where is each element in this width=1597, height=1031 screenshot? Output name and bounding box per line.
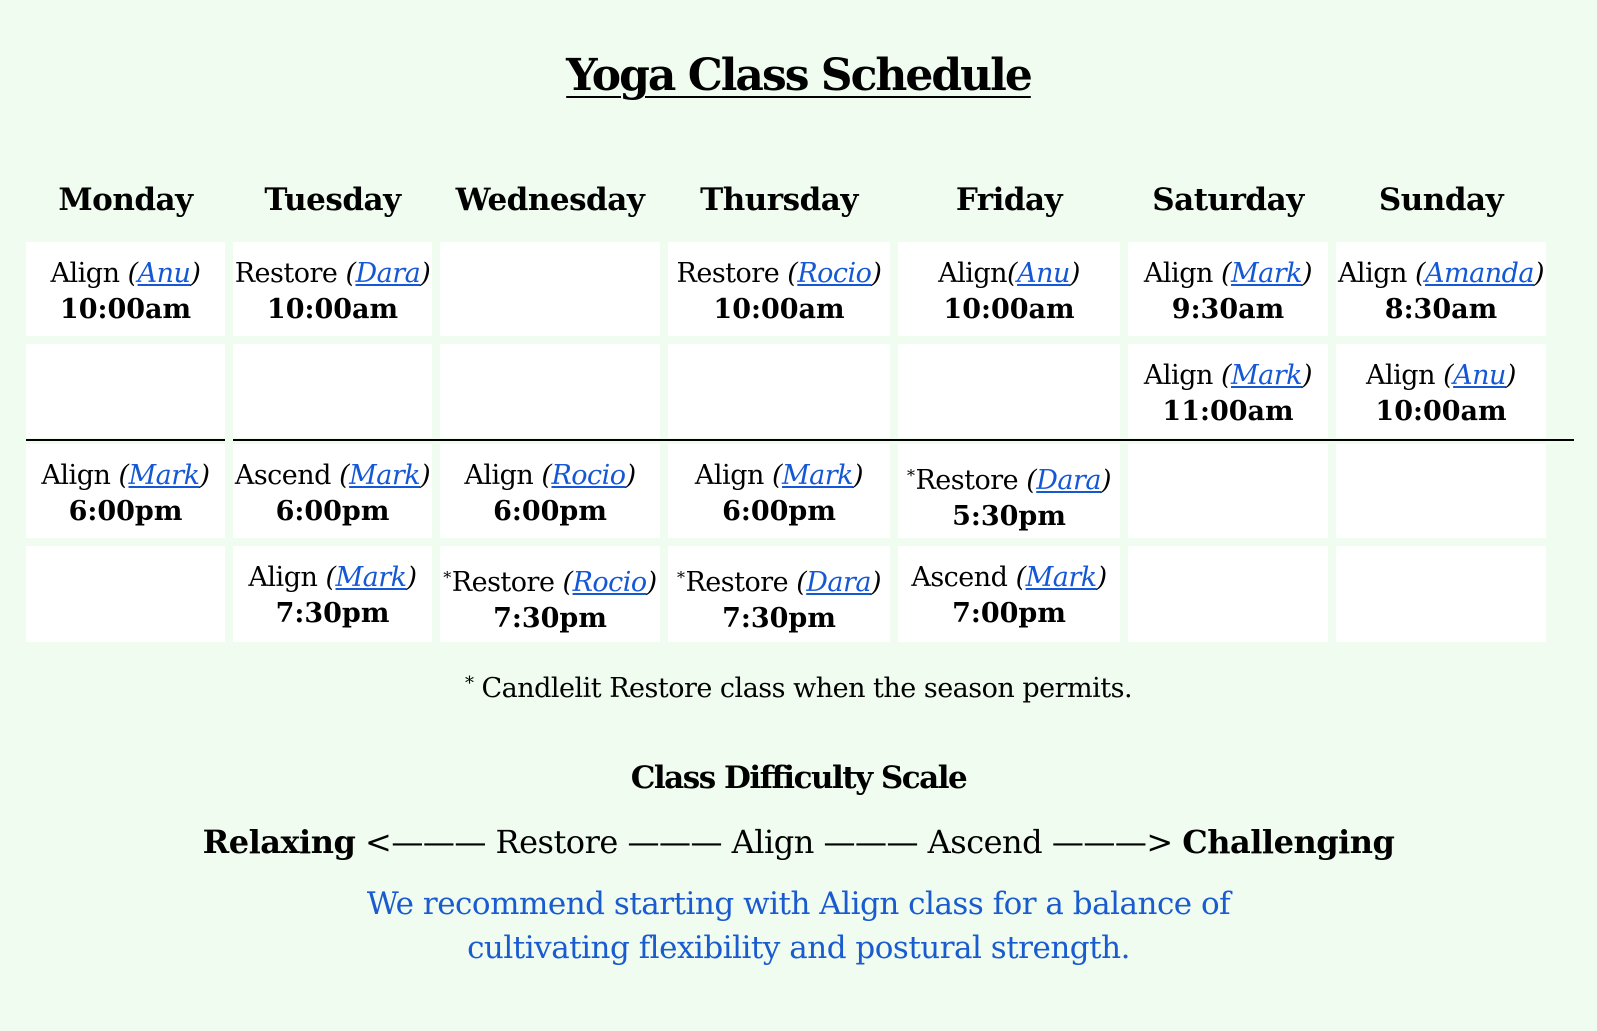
instructor: (Mark): [771, 460, 864, 491]
instructor: (Rocio): [787, 258, 882, 289]
schedule-cell: [1128, 444, 1328, 538]
class-name: Align: [50, 258, 120, 289]
instructor: (Anu): [1007, 258, 1080, 289]
scale-left-label: Relaxing: [202, 823, 356, 861]
class-name: Restore: [451, 567, 555, 598]
day-header-monday: Monday: [58, 182, 193, 218]
schedule-cell: [440, 546, 660, 642]
class-time: 10:00am: [266, 294, 399, 325]
class-line: [1128, 256, 1328, 292]
class-time: 7:30pm: [722, 603, 836, 634]
schedule-cell: [26, 242, 225, 336]
instructor-link[interactable]: Mark: [349, 460, 421, 491]
instructor: (Dara): [345, 258, 431, 289]
day-header-sunday: Sunday: [1378, 182, 1504, 218]
instructor-link[interactable]: Dara: [806, 567, 871, 598]
footnote-star: *: [464, 673, 474, 694]
recommendation-line-1: We recommend starting with Align class for a balance of: [366, 886, 1231, 922]
class-line: [26, 458, 225, 494]
schedule-cell: [440, 242, 660, 336]
class-name: Ascend: [911, 562, 1008, 593]
schedule-cell: [233, 344, 432, 438]
schedule-cell: [26, 546, 225, 642]
schedule-cell: [233, 242, 432, 336]
class-line: [233, 560, 432, 596]
class-line: [233, 256, 432, 292]
footnote-text: Candlelit Restore class when the season permits.: [481, 673, 1133, 704]
instructor: (Anu): [127, 258, 201, 289]
instructor: (Mark): [1220, 258, 1313, 289]
class-name: Align: [1366, 360, 1435, 391]
schedule-cell: [1336, 546, 1546, 642]
schedule-cell: [26, 444, 225, 538]
class-name: Align: [1337, 258, 1407, 289]
class-time: 6:00pm: [722, 496, 836, 527]
schedule-cell: [440, 444, 660, 538]
class-name: Align: [41, 460, 111, 491]
class-line: [898, 560, 1120, 596]
instructor-link[interactable]: Mark: [335, 562, 407, 593]
schedule-cell: [668, 546, 890, 642]
difficulty-scale-title: Class Difficulty Scale: [630, 760, 967, 796]
instructor: (Dara): [1026, 465, 1112, 496]
class-time: 7:30pm: [493, 603, 607, 634]
class-name: Align: [1143, 360, 1213, 391]
class-line: [668, 560, 890, 601]
schedule-cell: [898, 344, 1120, 438]
footnote: [0, 666, 1597, 707]
schedule-cell: [668, 344, 890, 438]
schedule-cell: [668, 444, 890, 538]
schedule-cell: [898, 546, 1120, 642]
instructor-link[interactable]: Mark: [128, 460, 200, 491]
class-name: Restore: [915, 465, 1019, 496]
class-line: [668, 458, 890, 494]
class-name: Align: [464, 460, 534, 491]
instructor-link[interactable]: Mark: [1025, 562, 1097, 593]
class-line: [440, 560, 660, 601]
class-name: Align: [1143, 258, 1213, 289]
day-header-thursday: Thursday: [700, 182, 858, 218]
class-time: 10:00am: [1375, 396, 1507, 427]
scale-middle: <——— Restore ——— Align ——— Ascend ———>: [365, 823, 1173, 861]
difficulty-scale: [0, 820, 1597, 864]
schedule-cell: [233, 444, 432, 538]
class-line: [233, 458, 432, 494]
am-pm-divider: [26, 439, 225, 441]
instructor-link[interactable]: Rocio: [572, 567, 647, 598]
recommendation-line-2: cultivating flexibility and postural strength.: [467, 930, 1130, 966]
instructor-link[interactable]: Anu: [137, 258, 191, 289]
instructor: (Anu): [1443, 360, 1516, 391]
day-header-saturday: Saturday: [1152, 182, 1304, 218]
instructor: (Rocio): [541, 460, 636, 491]
class-name: Align: [694, 460, 764, 491]
instructor-link[interactable]: Dara: [1036, 465, 1101, 496]
class-name: Align: [248, 562, 318, 593]
instructor: (Amanda): [1414, 258, 1545, 289]
instructor-link[interactable]: Mark: [1231, 360, 1303, 391]
class-time: 7:30pm: [275, 598, 390, 629]
class-line: [898, 256, 1120, 292]
schedule-cell: [233, 546, 432, 642]
recommendation: [0, 882, 1597, 970]
instructor: (Mark): [1015, 562, 1107, 593]
class-line: [1336, 358, 1546, 394]
am-pm-divider: [233, 439, 1574, 441]
class-name: Restore: [234, 258, 338, 289]
class-name: Restore: [685, 567, 789, 598]
class-line: [1336, 256, 1546, 292]
instructor-link[interactable]: Rocio: [551, 460, 626, 491]
schedule-cell: [1128, 344, 1328, 438]
schedule-cell: [1336, 344, 1546, 438]
instructor-link[interactable]: Amanda: [1425, 258, 1534, 289]
schedule-cell: [1336, 444, 1546, 538]
schedule-cell: [1336, 242, 1546, 336]
class-time: 5:30pm: [952, 501, 1066, 532]
instructor: (Mark): [325, 562, 417, 593]
instructor-link[interactable]: Anu: [1017, 258, 1070, 289]
instructor: (Mark): [339, 460, 431, 491]
instructor-link[interactable]: Mark: [782, 460, 854, 491]
schedule-cell: [668, 242, 890, 336]
instructor-link[interactable]: Dara: [355, 258, 421, 289]
instructor-link[interactable]: Mark: [1231, 258, 1303, 289]
instructor: (Dara): [796, 567, 882, 598]
class-time: 11:00am: [1162, 396, 1294, 427]
schedule-cell: [898, 242, 1120, 336]
class-time: 10:00am: [943, 294, 1075, 325]
class-time: 6:00pm: [493, 496, 607, 527]
class-name: Align: [938, 258, 1008, 289]
instructor: (Mark): [118, 460, 210, 491]
class-line: [1128, 358, 1328, 394]
day-header-tuesday: Tuesday: [264, 182, 401, 218]
class-time: 8:30am: [1384, 294, 1498, 325]
class-name: Ascend: [234, 460, 331, 491]
day-header-friday: Friday: [955, 182, 1063, 218]
schedule-cell: [440, 344, 660, 438]
class-time: 7:00pm: [952, 598, 1066, 629]
candlelit-star: *: [906, 466, 915, 485]
class-time: 10:00am: [59, 294, 192, 325]
class-line: [898, 458, 1120, 499]
class-line: [668, 256, 890, 292]
class-time: 10:00am: [713, 294, 845, 325]
class-name: Restore: [676, 258, 780, 289]
instructor-link[interactable]: Anu: [1453, 360, 1506, 391]
scale-right-label: Challenging: [1182, 823, 1395, 861]
page-title: Yoga Class Schedule: [566, 50, 1031, 101]
class-time: 9:30am: [1171, 294, 1285, 325]
day-header-wednesday: Wednesday: [455, 182, 645, 218]
candlelit-star: *: [443, 568, 451, 587]
class-line: [440, 458, 660, 494]
candlelit-star: *: [676, 568, 685, 587]
instructor-link[interactable]: Rocio: [797, 258, 872, 289]
class-time: 6:00pm: [275, 496, 390, 527]
schedule-cell: [26, 344, 225, 438]
instructor: (Mark): [1220, 360, 1313, 391]
class-line: [26, 256, 225, 292]
class-time: 6:00pm: [68, 496, 183, 527]
schedule-cell: [898, 444, 1120, 538]
instructor: (Rocio): [562, 567, 657, 598]
schedule-cell: [1128, 546, 1328, 642]
schedule-cell: [1128, 242, 1328, 336]
